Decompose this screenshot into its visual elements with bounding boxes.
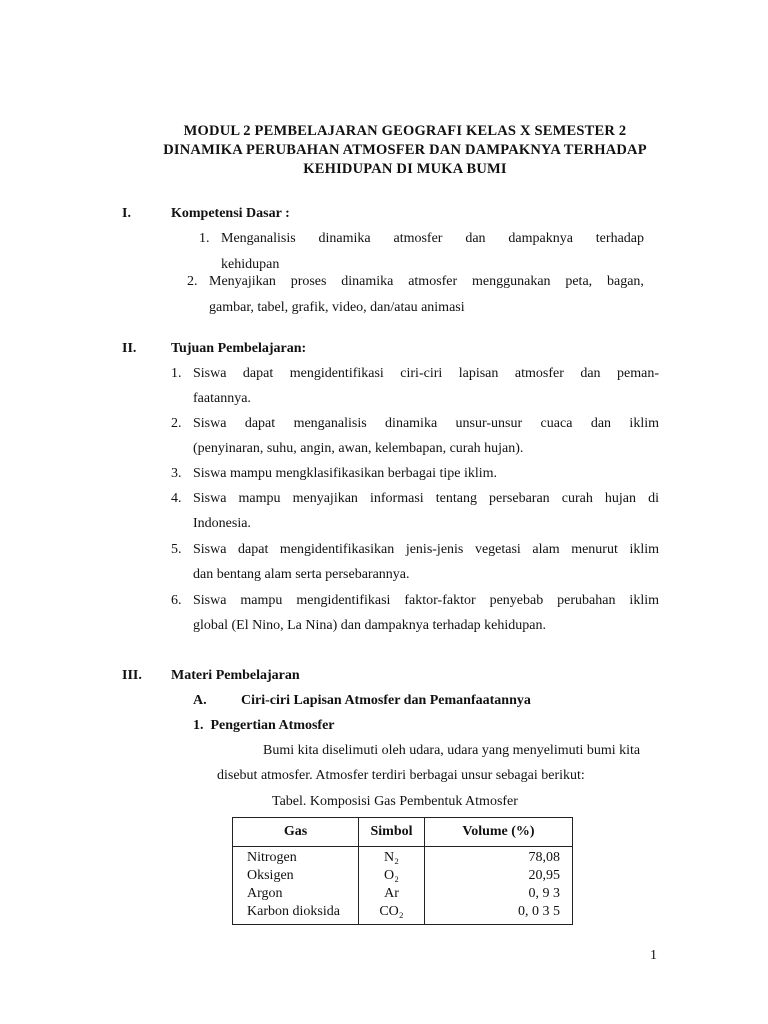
word: dinamika bbox=[341, 274, 394, 289]
gas-symbol-cell: O₂ bbox=[359, 867, 425, 885]
tujuan-item-4-line-2: Indonesia. bbox=[193, 516, 251, 531]
table-caption: Tabel. Komposisi Gas Pembentuk Atmosfer bbox=[272, 794, 518, 809]
gas-volume-cell: 0, 9 3 bbox=[425, 885, 573, 903]
kd-item-1-line-2: kehidupan bbox=[221, 257, 280, 272]
section-2-title: Tujuan Pembelajaran: bbox=[171, 341, 307, 356]
table-header-row bbox=[233, 818, 573, 847]
gas-volume-cell: 20,95 bbox=[425, 867, 573, 885]
gas-symbol-cell: Ar bbox=[359, 885, 425, 903]
tujuan-item-2-line-1: Siswa dapat menganalisis dinamika unsur-unsur cuaca dan iklim bbox=[193, 416, 659, 431]
word: menggunakan bbox=[472, 274, 551, 289]
kd-item-2-line-1 bbox=[209, 274, 644, 290]
gas-name-cell: Oksigen bbox=[233, 867, 359, 885]
tujuan-item-4-number: 4. bbox=[171, 491, 182, 506]
subsection-a-number: A. bbox=[193, 693, 207, 708]
tujuan-item-3-line-1: Siswa mampu mengklasifikasikan berbagai tipe iklim. bbox=[193, 466, 498, 481]
tujuan-item-3-number: 3. bbox=[171, 466, 182, 481]
module-title-line-3: KEHIDUPAN DI MUKA BUMI bbox=[303, 161, 507, 177]
section-3-number: III. bbox=[122, 668, 142, 683]
word: dinamika bbox=[318, 231, 371, 246]
tujuan-item-1-line-1: Siswa dapat mengidentifikasi ciri-ciri lapisan atmosfer dan peman- bbox=[193, 366, 659, 381]
tujuan-item-6-number: 6. bbox=[171, 593, 182, 608]
table-row bbox=[233, 847, 573, 868]
word: terhadap bbox=[595, 231, 644, 246]
paragraph-line-1: Bumi kita diselimuti oleh udara, udara yang menyelimuti bumi kita bbox=[263, 743, 641, 758]
section-1-number: I. bbox=[122, 206, 131, 221]
section-2-number: II. bbox=[122, 341, 137, 356]
tujuan-item-6-line-2: global (El Nino, La Nina) dan dampaknya terhadap kehidupan. bbox=[193, 618, 546, 633]
kd-item-2-line-2: gambar, tabel, grafik, video, dan/atau animasi bbox=[209, 300, 465, 315]
word: atmosfer bbox=[408, 274, 458, 289]
tujuan-item-5-line-2: dan bentang alam serta persebarannya. bbox=[193, 567, 410, 582]
column-header-gas: Gas bbox=[233, 818, 359, 847]
gas-composition-table bbox=[232, 817, 573, 925]
tujuan-item-5-line-1: Siswa dapat mengidentifikasikan jenis-jenis vegetasi alam menurut iklim bbox=[193, 542, 659, 557]
word: Menganalisis bbox=[221, 231, 296, 246]
word: dan bbox=[465, 231, 486, 246]
gas-volume-cell: 78,08 bbox=[425, 847, 573, 868]
word: Menyajikan bbox=[209, 274, 276, 289]
table-row bbox=[233, 885, 573, 903]
column-header-symbol: Simbol bbox=[359, 818, 425, 847]
subsection-1-title: 1. Pengertian Atmosfer bbox=[193, 718, 335, 733]
paragraph-line-2: disebut atmosfer. Atmosfer terdiri berbagai unsur sebagai berikut: bbox=[217, 768, 585, 783]
subsection-a-title: Ciri-ciri Lapisan Atmosfer dan Pemanfaatannya bbox=[241, 693, 531, 708]
section-3-title: Materi Pembelajaran bbox=[171, 668, 300, 683]
page-number: 1 bbox=[650, 948, 657, 963]
gas-symbol-cell: N₂ bbox=[359, 847, 425, 868]
tujuan-item-4-line-1: Siswa mampu menyajikan informasi tentang persebaran curah hujan di bbox=[193, 491, 659, 506]
tujuan-item-5-number: 5. bbox=[171, 542, 182, 557]
module-title-line-1: MODUL 2 PEMBELAJARAN GEOGRAFI KELAS X SEMESTER 2 bbox=[183, 123, 627, 139]
table-row bbox=[233, 867, 573, 885]
gas-name-cell: Argon bbox=[233, 885, 359, 903]
tujuan-item-1-line-2: faatannya. bbox=[193, 391, 251, 406]
tujuan-item-1-number: 1. bbox=[171, 366, 182, 381]
kd-item-1-number: 1. bbox=[199, 231, 210, 246]
gas-name-cell: Karbon dioksida bbox=[233, 903, 359, 925]
word: peta, bbox=[565, 274, 593, 289]
kd-item-1-line-1 bbox=[221, 231, 644, 247]
gas-name-cell: Nitrogen bbox=[233, 847, 359, 868]
word: proses bbox=[290, 274, 327, 289]
section-1-title: Kompetensi Dasar : bbox=[171, 206, 290, 221]
gas-symbol-cell: CO₂ bbox=[359, 903, 425, 925]
module-title-line-2: DINAMIKA PERUBAHAN ATMOSFER DAN DAMPAKNYA TERHADAP bbox=[163, 142, 647, 158]
tujuan-item-2-line-2: (penyinaran, suhu, angin, awan, kelembapan, curah hujan). bbox=[193, 441, 524, 456]
word: atmosfer bbox=[393, 231, 443, 246]
word: dampaknya bbox=[508, 231, 573, 246]
tujuan-item-2-number: 2. bbox=[171, 416, 182, 431]
table-row bbox=[233, 903, 573, 925]
tujuan-item-6-line-1: Siswa mampu mengidentifikasi faktor-faktor penyebab perubahan iklim bbox=[193, 593, 659, 608]
kd-item-2-number: 2. bbox=[187, 274, 198, 289]
gas-volume-cell: 0, 0 3 5 bbox=[425, 903, 573, 925]
word: bagan, bbox=[606, 274, 644, 289]
column-header-volume: Volume (%) bbox=[425, 818, 573, 847]
